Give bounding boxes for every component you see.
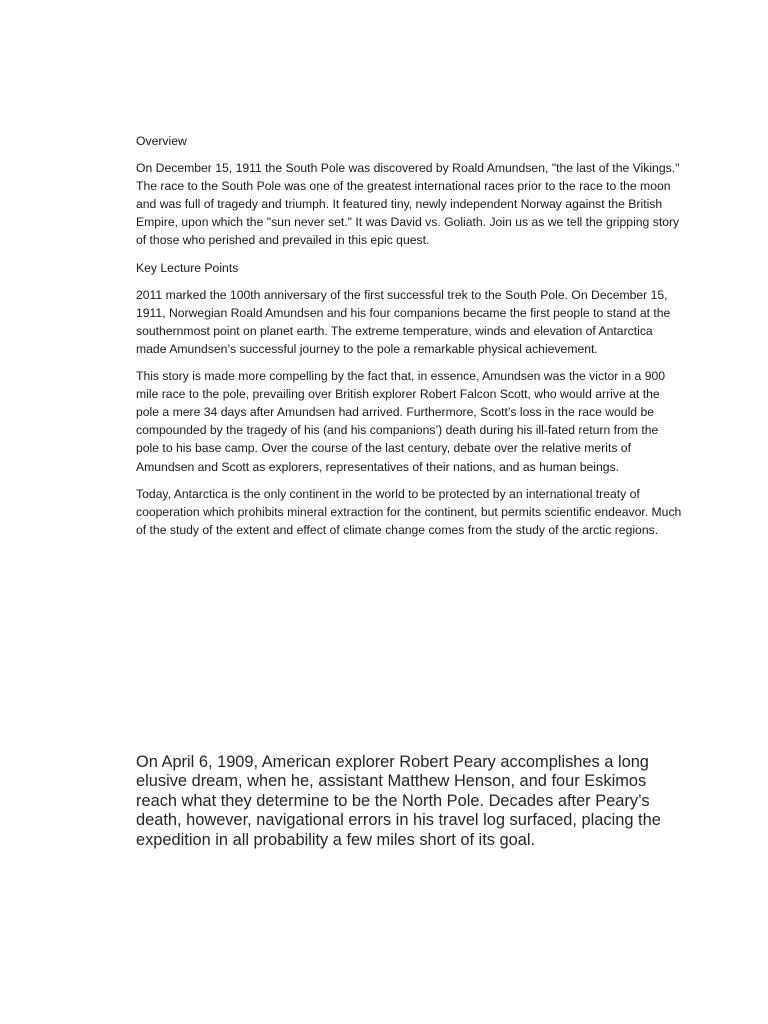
north-pole-paragraph: On April 6, 1909, American explorer Robert Peary accomplishes a long elusive dream, when he, assistant Matthew Henson, and four Eskimos reach what they determine to be the North Pole. Decades after Peary’s death, however, navigational errors in his travel log surfaced, placing the expedition in all probability a few miles short of its goal.	[136, 753, 661, 849]
overview-heading: Overview	[136, 134, 187, 148]
key-point-paragraph-anniversary: 2011 marked the 100th anniversary of the first successful trek to the South Pole. On December 15, 1911, Norwegian Roald Amundsen and his four companions became the first people to stand at the southernmost point on planet earth. The extreme temperature, winds and elevation of Antarctica made Amundsen’s successful journey to the pole a remarkable physical achievement.	[136, 287, 671, 356]
overview-paragraph: On December 15, 1911 the South Pole was discovered by Roald Amundsen, "the last of the Vikings." The race to the South Pole was one of the greatest international races prior to the race to the moon and was full of tragedy and triumph. It featured tiny, newly independent Norway against the British Empire, upon which the "sun never set." It was David vs. Goliath. Join us as we tell the gripping story of those who perished and prevailed in this epic quest.	[136, 161, 680, 248]
key-point-paragraph-antarctica-treaty: Today, Antarctica is the only continent in the world to be protected by an international treaty of cooperation which prohibits mineral extraction for the continent, but permits scientific endeavor. Much of the study of the extent and effect of climate change comes from the study of the arctic regions.	[136, 486, 682, 537]
key-lecture-points-heading: Key Lecture Points	[136, 260, 239, 275]
lecture-description-section	[136, 132, 682, 548]
key-point-paragraph-race: This story is made more compelling by the fact that, in essence, Amundsen was the victor in a 900 mile race to the pole, prevailing over British explorer Robert Falcon Scott, who would arrive at the pole a mere 34 days after Amundsen had arrived. Furthermore, Scott’s loss in the race would be compounded by the tragedy of his (and his companions’) death during his ill-fated return from the pole to his base camp. Over the course of the last century, debate over the relative merits of Amundsen and Scott as explorers, representatives of their nations, and as human beings.	[136, 369, 666, 474]
north-pole-section	[136, 753, 676, 850]
